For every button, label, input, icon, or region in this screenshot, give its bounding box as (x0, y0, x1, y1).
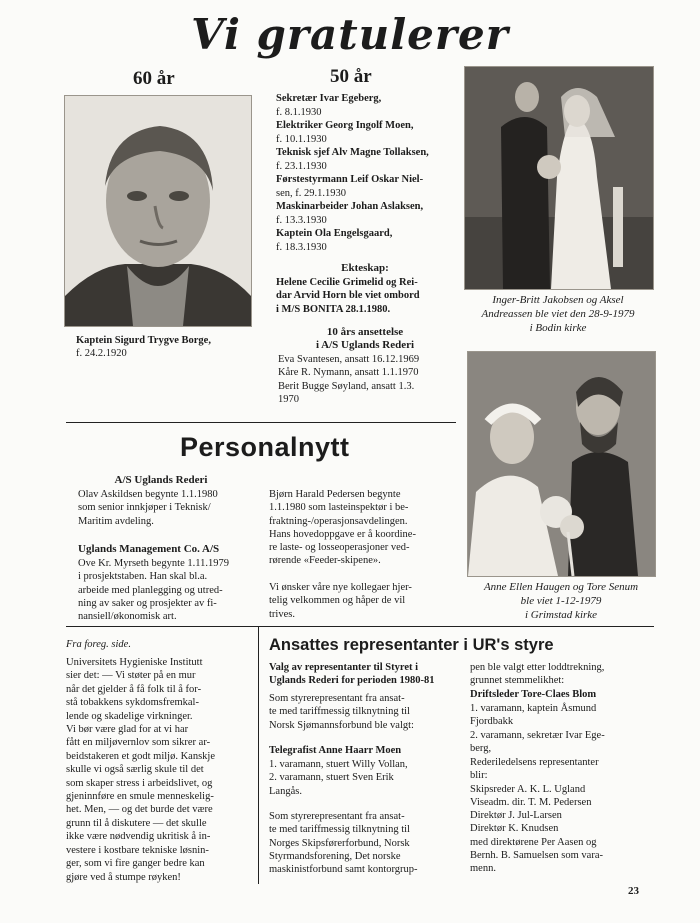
representanter-col2-text-2-line: Direktør K. Knudsen (470, 823, 559, 835)
representanter-col1-text-1 (269, 692, 459, 732)
wedding-photo-1 (464, 66, 654, 290)
continued-from: Fra foreg. side. (66, 639, 131, 650)
continued-text-line: ger, som vi fire ganger bedre kan (66, 858, 205, 870)
ansettelse-list-line: 1970 (278, 393, 299, 405)
birthday-50-list-line: Maskinarbeider Johan Aslaksen, (276, 201, 424, 212)
personalnytt-right-text-1-line: Hans hovedoppgave er å koordine- (269, 528, 416, 540)
ekteskap-text-line: Helene Cecilie Grimelid og Rei- (276, 277, 418, 288)
personalnytt-left-text-1-line: Maritim avdeling. (78, 515, 154, 527)
representanter-col1-text-1-line: Som styrerepresentant fra ansat- (269, 693, 405, 704)
birthday-50-list-line: f. 23.1.1930 (276, 160, 327, 172)
representanter-col2-text-1 (470, 661, 658, 688)
representanter-col1-text-2-line: Norges Skipsførerforbund, Norsk (269, 837, 410, 849)
birthday-50-list-line: f. 8.1.1930 (276, 106, 322, 118)
representanter-col1-list-line: 2. varamann, stuert Sven Erik (269, 772, 394, 784)
personalnytt-left-text-2-line: arbeide med planlegging og utred- (78, 584, 223, 596)
representanter-col1-text-2-line: maskinistforbund samt kontorgrup- (269, 864, 418, 876)
continued-text-line: Universitets Hygieniske Institutt (66, 657, 203, 668)
personalnytt-left-text-2-line: nansiell/økonomisk art. (78, 611, 177, 623)
wedding-photo-2 (467, 351, 656, 577)
representanter-col2-text-2-line: menn. (470, 863, 496, 875)
birthday-50-list-line: f. 13.3.1930 (276, 214, 327, 226)
wedding2-caption-2: ble viet 1-12-1979 (520, 595, 602, 607)
representanter-col2-list (470, 702, 658, 755)
page-title: Vi gratulerer (191, 10, 509, 59)
continued-text-line: het. Men, — og det burde det være (66, 804, 213, 816)
representanter-col1-list (269, 758, 459, 798)
wedding2-caption-1: Anne Ellen Haugen og Tore Senum (483, 581, 639, 593)
personalnytt-left-text-1-line: som senior innkjøper i Teknisk/ (78, 502, 211, 514)
representanter-col2-list-line: 1. varamann, kaptein Åsmund (470, 703, 597, 714)
ansettelse-heading-2: i A/S Uglands Rederi (315, 339, 415, 352)
personalnytt-right-text-1-line: rørende «Feeder-skipene». (269, 555, 381, 567)
continued-text-line: grunn til å diskutere — det skulle (66, 817, 207, 829)
personalnytt-left-text-1 (78, 488, 258, 528)
personalnytt-company-1: A/S Uglands Rederi (114, 474, 208, 486)
birthday-50-list-line: Teknisk sjef Alv Magne Tollaksen, (276, 147, 429, 158)
ansettelse-list-line: Berit Bugge Søyland, ansatt 1.3. (278, 380, 415, 392)
representanter-col2-text-2-line: Direktør J. Jul-Larsen (470, 810, 562, 822)
personalnytt-right-text-2-line: telig velkommen og håper de vil (269, 595, 406, 607)
continued-text-line: fått en miljøvernlov som sikrer ar- (66, 737, 211, 749)
continued-text-line: sier det: — Vi støter på en mur (66, 670, 196, 682)
birthday-50-list-line: sen, f. 29.1.1930 (276, 187, 346, 199)
ansettelse-list-line: Kåre R. Nymann, ansatt 1.1.1970 (278, 367, 419, 379)
wedding2-caption-3: i Grimstad kirke (524, 609, 598, 621)
continued-text-line: skulle vi også særlig skule til det (66, 764, 204, 776)
elected-2: Driftsleder Tore-Claes Blom (470, 689, 597, 700)
ekteskap-text (276, 276, 456, 316)
ekteskap-text-line: dar Arvid Horn ble viet ombord (276, 290, 420, 302)
representanter-col1-text-2 (269, 810, 459, 876)
representanter-col2-list-line: Fjordbakk (470, 716, 514, 728)
birthday-50-list-line: Førstestyrmann Leif Oskar Niel- (276, 174, 424, 185)
personalnytt-heading: Personalnytt (180, 432, 350, 462)
continued-text-line: vestere i kostbare tekniske løsnin- (66, 844, 209, 856)
continued-text (66, 656, 256, 884)
personalnytt-left-text-2-line: i prosjektstaben. Han skal bl.a. (78, 571, 208, 583)
personalnytt-right-text-2-line: Vi ønsker våre nye kollegaer hjer- (269, 582, 412, 593)
continued-text-line: gjøre ved å stumpe røyken! (66, 871, 181, 883)
personalnytt-right-text-1-line: re laste- og losseoperasjoner ved- (269, 542, 410, 554)
ansettelse-heading-1: 10 års ansettelse (326, 326, 404, 338)
personalnytt-left-text-2-line: Ove Kr. Myrseth begynte 1.11.1979 (78, 558, 229, 569)
representanter-heading: Ansattes representanter i UR's styre (269, 636, 554, 654)
portrait-caption-name: Kaptein Sigurd Trygve Borge, (76, 335, 211, 346)
page-number: 23 (628, 885, 639, 897)
elected-1: Telegrafist Anne Haarr Moen (269, 745, 402, 756)
personalnytt-left-text-1-line: Olav Askildsen begynte 1.1.1980 (78, 489, 218, 500)
personalnytt-right-text-1 (269, 488, 455, 568)
representanter-col2-text-2-line: med direktørene Per Aasen og (470, 836, 597, 848)
birthday-50-list-line: f. 18.3.1930 (276, 241, 327, 253)
wedding1-caption-3: i Bodin kirke (529, 322, 587, 334)
representanter-col2-text-2-line: blir: (470, 770, 488, 782)
representanter-col1-text-2-line: Styrmandsforening, Det norske (269, 850, 401, 862)
bottom-divider (66, 626, 654, 627)
representanter-col2-list-line: berg, (470, 742, 492, 754)
personalnytt-company-2: Uglands Management Co. A/S (78, 543, 220, 555)
wedding1-caption-1: Inger-Britt Jakobsen og Aksel (492, 294, 624, 306)
representanter-sub-2: Uglands Rederi for perioden 1980-81 (269, 675, 435, 687)
birthday-50-list (276, 92, 454, 254)
age-50-heading: 50 år (330, 66, 372, 87)
personalnytt-right-text-1-line: fraktning-/operasjonsavdelingen. (269, 515, 408, 527)
representanter-col1-text-2-line: Som styrerepresentant fra ansat- (269, 811, 405, 822)
ekteskap-text-line: i M/S BONITA 28.1.1980. (276, 303, 391, 315)
birthday-50-list-line: Elektriker Georg Ingolf Moen, (276, 120, 414, 131)
ansettelse-list-line: Eva Svantesen, ansatt 16.12.1969 (278, 354, 420, 365)
representanter-col1-text-1-line: Norsk Sjømannsforbund ble valgt: (269, 719, 414, 731)
personalnytt-right-text-1-line: Bjørn Harald Pedersen begynte (269, 489, 401, 500)
portrait-caption-date: f. 24.2.1920 (76, 348, 127, 359)
representanter-sub-1: Valg av representanter til Styret i (269, 662, 419, 673)
personalnytt-left-text-2-line: ning av saker og prosjekter av fi- (78, 597, 217, 609)
birthday-50-list-line: f. 10.1.1930 (276, 133, 327, 145)
representanter-col1-text-1-line: te med tariffmessig tilknytning til (269, 706, 410, 718)
birthday-50-list-line: Kaptein Ola Engelsgaard, (276, 228, 393, 239)
representanter-col2-text-1-line: grunnet stemmelikhet: (470, 675, 565, 687)
ansettelse-list (278, 353, 458, 406)
personalnytt-right-text-1-line: 1.1.1980 som lasteinspektør i be- (269, 502, 409, 514)
section-divider (66, 422, 456, 423)
personalnytt-right-text-2 (269, 581, 455, 621)
personalnytt-left-text-2 (78, 557, 258, 623)
ekteskap-heading: Ekteskap: (341, 262, 389, 274)
representanter-col2-text-2-line: Skipsreder A. K. L. Ugland (470, 783, 586, 795)
representanter-col2-text-2-line: Bernh. B. Samuelsen som vara- (470, 850, 603, 862)
age-60-heading: 60 år (133, 68, 175, 89)
representanter-col2-text-2 (470, 756, 658, 876)
continued-text-line: stå tobakkens sykdomsfremkal- (66, 697, 199, 709)
continued-text-line: beidstakeren et godt miljø. Kanskje (66, 750, 216, 762)
continued-text-line: som skaper stress i arbeidslivet, og (66, 777, 213, 789)
representanter-col1-text-2-line: te med tariffmessig tilknytning til (269, 824, 410, 836)
continued-text-line: gjeninnføre en smule menneskelig- (66, 791, 214, 803)
column-divider (258, 626, 259, 884)
portrait-photo (64, 95, 252, 327)
wedding1-caption-2: Andreassen ble viet den 28-9-1979 (481, 308, 635, 320)
personalnytt-right-text-2-line: trives. (269, 608, 295, 620)
representanter-col2-text-2-line: Rederiledelsens representanter (470, 757, 599, 768)
representanter-col2-list-line: 2. varamann, sekretær Ivar Ege- (470, 729, 605, 741)
representanter-col2-text-2-line: Viseadm. dir. T. M. Pedersen (470, 796, 592, 808)
continued-text-line: Vi bør være glad for at vi har (66, 724, 189, 736)
continued-text-line: ikke være nødvendig ukritisk å in- (66, 831, 211, 843)
birthday-50-list-line: Sekretær Ivar Egeberg, (276, 93, 382, 104)
representanter-col1-list-line: Langås. (269, 785, 302, 797)
continued-text-line: når det gjelder å få folk til å for- (66, 683, 202, 695)
continued-text-line: lende og skadelige virkninger. (66, 710, 193, 722)
representanter-col1-list-line: 1. varamann, stuert Willy Vollan, (269, 759, 408, 770)
representanter-col2-text-1-line: pen ble valgt etter loddtrekning, (470, 662, 605, 673)
